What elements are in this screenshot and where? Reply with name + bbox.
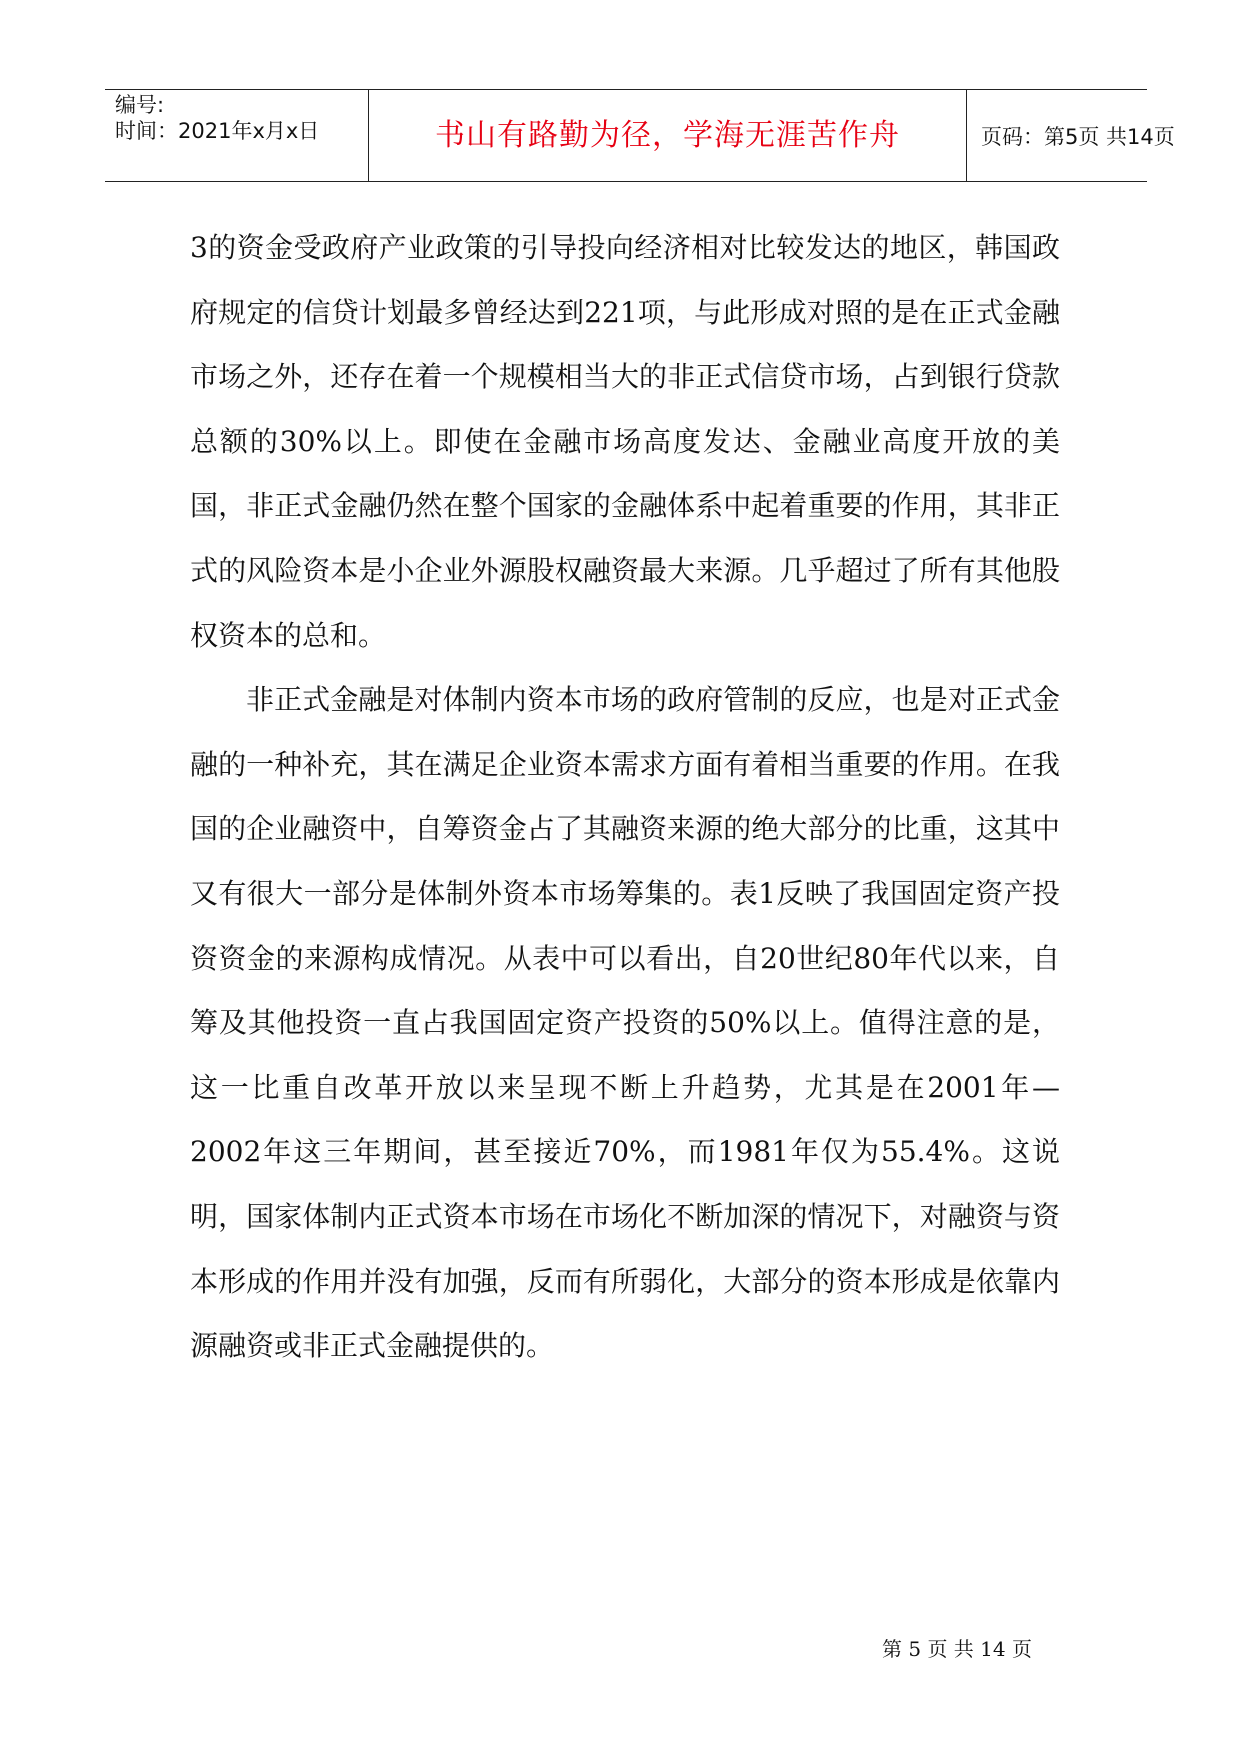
header-page-cell [967, 90, 1175, 181]
page-header [105, 89, 1175, 182]
header-meta-cell [105, 90, 369, 181]
body-paragraph-2: 非正式金融是对体制内资本市场的政府管制的反应，也是对正式金融的一种补充，其在满足企业资本需求方面有着相当重要的作用。在我国的企业融资中，自筹资金占了其融资来源的绝大部分的比重，这其中又有很大一部分是体制外资本市场筹集的。表1反映了我国固定资产投资资金的来源构成情况。从表中可以看出，自20世纪80年代以来，自筹及其他投资一直占我国固定资产投资的50%以上。值得注意的是，这一比重自改革开放以来呈现不断上升趋势，尤其是在2001年—2002年这三年期间，甚至接近70%，而1981年仅为55.4%。这说明，国家体制内正式资本市场在市场化不断加深的情况下，对融资与资本形成的作用并没有加强，反而有所弱化，大部分的资本形成是依靠内源融资或非正式金融提供的。 [190, 683, 1060, 1363]
page-footer-number: 第 5 页 共 14 页 [882, 1637, 1032, 1661]
header-motto-cell [369, 90, 967, 181]
document-time-label: 时间：2021年x月x日 [115, 119, 320, 143]
header-page-info: 页码：第5页 共14页 [981, 125, 1175, 149]
header-motto: 书山有路勤为径，学海无涯苦作舟 [435, 118, 900, 153]
document-body [190, 216, 1060, 1379]
body-paragraph-1: 3的资金受政府产业政策的引导投向经济相对比较发达的地区，韩国政府规定的信贷计划最多曾经达到221项，与此形成对照的是在正式金融市场之外，还存在着一个规模相当大的非正式信贷市场，占到银行贷款总额的30%以上。即使在金融市场高度发达、金融业高度开放的美国，非正式金融仍然在整个国家的金融体系中起着重要的作用，其非正式的风险资本是小企业外源股权融资最大来源。几乎超过了所有其他股权资本的总和。 [190, 231, 1060, 652]
document-number-label: 编号: [115, 93, 165, 117]
